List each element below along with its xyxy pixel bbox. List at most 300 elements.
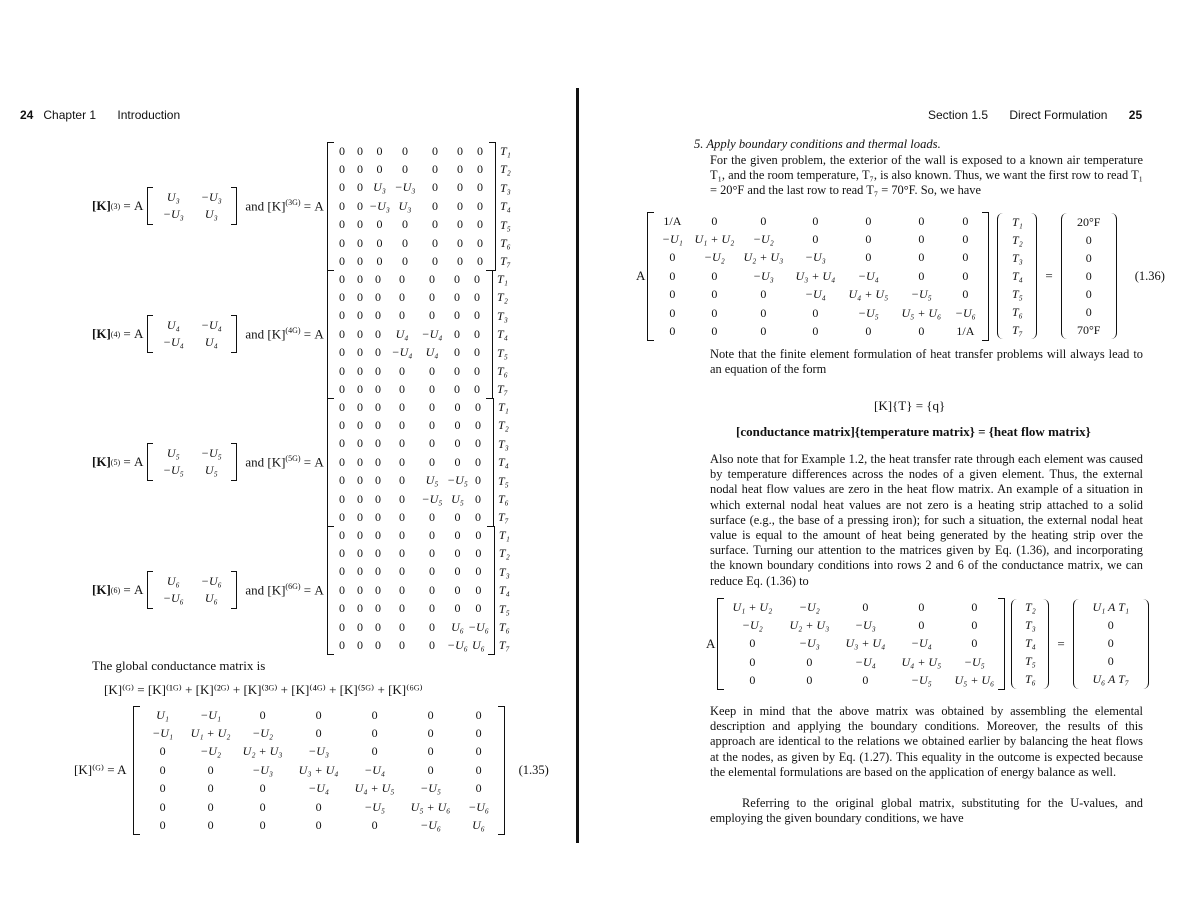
reduced-rhs-cell: 0 (1107, 636, 1114, 651)
small-matrix-cell: U₄ (204, 335, 218, 350)
expanded-matrix-cell: 0 (339, 217, 346, 232)
t-vector-entry: T₂ (497, 418, 509, 433)
bc-matrix-cell: −U₁ (661, 232, 683, 247)
reduced-matrix-cell: −U₂ (798, 599, 820, 614)
connector-superscript: (4G) (285, 326, 301, 336)
element-small-matrix (147, 187, 237, 225)
expanded-matrix-cell: 0 (454, 436, 461, 451)
expanded-matrix-cell: 0 (474, 436, 481, 451)
expanded-matrix-cell: 0 (474, 290, 481, 305)
t-vector-entry: T₄ (497, 455, 509, 470)
global-matrix-cell: 0 (475, 744, 482, 759)
bc-matrix-cell: U₅ + U₆ (901, 305, 942, 320)
global-matrix-cell: 0 (315, 799, 322, 814)
global-matrix-cell: −U₅ (420, 781, 442, 796)
expanded-matrix-cell: 0 (401, 217, 408, 232)
reduced-matrix-cell: 0 (918, 599, 925, 614)
element-matrix-equation (92, 270, 508, 399)
reduced-t-row (1018, 653, 1042, 671)
element-connector (245, 582, 327, 598)
expanded-matrix-cell: 0 (454, 546, 461, 561)
expanded-matrix-cell: 0 (399, 510, 406, 525)
expanded-matrix-cell: 0 (339, 510, 346, 525)
expanded-matrix-cell: 0 (454, 399, 461, 414)
bc-matrix-cell: 0 (760, 324, 767, 339)
expanded-matrix-cell: 0 (429, 601, 436, 616)
expanded-matrix-cell: 0 (376, 143, 383, 158)
reduced-matrix-cell: 0 (862, 599, 869, 614)
reduced-rhs-row (1080, 671, 1142, 689)
global-matrix-cell: 0 (315, 818, 322, 833)
bc-matrix-row (653, 230, 983, 248)
expanded-matrix-cell: 0 (399, 436, 406, 451)
reduced-t-cell: T₄ (1024, 636, 1036, 651)
element-lhs (92, 582, 143, 598)
paragraph-2: Note that the finite element formulation of heat transfer problems will always lead to an equation of the form (710, 347, 1143, 377)
expanded-matrix-cell: 0 (474, 308, 481, 323)
bc-matrix-row (653, 212, 983, 230)
expanded-matrix-cell: U₃ (398, 198, 412, 213)
bc-rhs-cell: 0 (1085, 250, 1092, 265)
global-matrix-cell: 0 (371, 744, 378, 759)
expanded-matrix-cell: 0 (357, 290, 364, 305)
element-small-matrix (147, 571, 237, 609)
element-label: [K] (92, 326, 111, 342)
expanded-matrix-cell: 0 (357, 254, 364, 269)
reduced-matrix-row (723, 616, 999, 634)
expanded-matrix-row (333, 380, 487, 398)
expanded-matrix-cell: 0 (476, 198, 483, 213)
expanded-matrix-cell: 0 (375, 363, 382, 378)
expanded-matrix-cell: 0 (357, 345, 364, 360)
element-lhs (92, 454, 143, 470)
element-matrix-equation (92, 142, 511, 271)
paragraph-3: Also note that for Example 1.2, the heat transfer rate through each element was caused by temperature differences across the nodes of a given element. Thus, the external nodal heat flow values are zero in the heat flow matrix. An example of a situation in which external nodal heat values are not zero is a heating strip attached to a solid surface (e.g., the base of a pressing iron); for such a situation, the external nodal heat value is equal to the amount of heat being generated by the heating strip over the surface. Turning our attention to the matrices given by Eq. (1.36), and incorporating the known boundary conditions into rows 2 and 6 of the conductance matrix, we can reduce Eq. (1.36) to (710, 452, 1143, 588)
element-matrix-equation (92, 526, 510, 655)
expanded-matrix-cell: 0 (375, 308, 382, 323)
connector-text: and [K] (245, 582, 286, 598)
global-matrix-cell: −U₃ (252, 762, 274, 777)
t-vector-entry: T₄ (498, 583, 510, 598)
small-matrix-cell: U₅ (166, 446, 180, 461)
global-matrix-cell: 0 (475, 726, 482, 741)
expanded-matrix-cell: 0 (357, 619, 364, 634)
expanded-matrix-cell: 0 (456, 235, 463, 250)
t-vector-entry: T₆ (497, 491, 509, 506)
bc-matrix-cell: 0 (711, 287, 718, 302)
eq-number-1-36: (1.36) (1134, 268, 1165, 283)
expanded-matrix-cell: 0 (339, 582, 346, 597)
small-matrix-cell: −U₆ (162, 591, 184, 606)
t-vector (498, 398, 509, 527)
element-label: [K] (92, 582, 111, 598)
element-superscript: (3) (110, 201, 121, 211)
expanded-element-matrix (327, 526, 495, 655)
t-vector-entry: T₆ (499, 235, 511, 250)
global-matrix-cell: −U₅ (364, 799, 386, 814)
bc-rhs-cell: 20°F (1076, 214, 1101, 229)
expanded-matrix-row (333, 325, 487, 343)
global-matrix-cell: 0 (371, 818, 378, 833)
global-matrix-cell: −U₁ (152, 726, 174, 741)
expanded-matrix-row (333, 307, 487, 325)
bc-rhs-cell: 70°F (1076, 322, 1101, 337)
expanded-matrix-row (333, 416, 488, 434)
reduced-matrix-row (723, 635, 999, 653)
expanded-matrix-cell: 0 (475, 582, 482, 597)
bc-matrix-cell: 0 (812, 213, 819, 228)
expanded-matrix-cell: 0 (357, 326, 364, 341)
expanded-matrix-cell: 0 (357, 436, 364, 451)
paragraph-4: Keep in mind that the above matrix was obtained by assembling the elemental description and applying the boundary conditions. Moreover, the results of this approach are identical to the relations we obtained earlier by balancing the heat flows at the nodes, as given by Eq. (1.27). This equality in the outcome is expected because the elemental formulations are based on the application of energy balance as well. (710, 704, 1143, 779)
expanded-matrix-cell: 0 (375, 436, 382, 451)
reduced-rhs-row (1080, 653, 1142, 671)
global-matrix-equation (74, 706, 549, 835)
expanded-matrix-cell: 0 (474, 382, 481, 397)
expanded-matrix-cell: 0 (429, 619, 436, 634)
global-matrix-cell: 0 (259, 818, 266, 833)
expanded-matrix-cell: 0 (474, 491, 481, 506)
expanded-matrix-cell: 0 (454, 345, 461, 360)
reduced-rhs-cell: 0 (1107, 618, 1114, 633)
expanded-matrix-cell: 0 (339, 162, 346, 177)
bc-matrix-cell: −U₆ (954, 305, 976, 320)
element-equals: = A (120, 582, 144, 598)
small-matrix-row (154, 462, 230, 479)
expanded-matrix-cell: 0 (357, 582, 364, 597)
bc-rhs-cell: 0 (1085, 286, 1092, 301)
bc-matrix-cell: −U₃ (804, 250, 826, 265)
global-matrix-cell: 0 (207, 781, 214, 796)
expanded-matrix-cell: 0 (429, 418, 436, 433)
global-matrix-cell: 0 (427, 707, 434, 722)
expanded-matrix-cell: 0 (474, 345, 481, 360)
reduced-matrix-row (723, 672, 999, 690)
bc-matrix-cell: −U₅ (857, 305, 879, 320)
expanded-matrix-cell: 0 (476, 235, 483, 250)
connector-equals: = A (300, 454, 328, 470)
small-matrix-row (154, 590, 230, 607)
expanded-matrix-cell: 0 (476, 254, 483, 269)
global-matrix-cell: 0 (159, 818, 166, 833)
global-matrix-row (139, 780, 499, 798)
expanded-matrix-cell: 0 (375, 399, 382, 414)
expanded-matrix-cell: 0 (399, 382, 406, 397)
bc-matrix-cell: −U₃ (752, 268, 774, 283)
expanded-matrix-cell: 0 (357, 510, 364, 525)
global-matrix-cell: U₃ + U₄ (298, 762, 339, 777)
bc-rhs-cell: 0 (1085, 268, 1092, 283)
expanded-matrix-cell: 0 (399, 290, 406, 305)
global-matrix-cell: U₆ (472, 818, 485, 833)
expanded-matrix-row (333, 234, 490, 252)
expanded-matrix-cell: 0 (454, 527, 461, 542)
global-matrix-cell: −U₄ (308, 781, 330, 796)
expanded-matrix-row (333, 252, 490, 270)
t-vector-entry: T₁ (498, 528, 510, 542)
bc-t-row (1004, 303, 1030, 321)
global-matrix-row (139, 724, 499, 742)
reduced-rhs-cell: 0 (1107, 654, 1114, 669)
reduced-matrix-cell: −U₂ (741, 618, 763, 633)
t-vector-entry: T₄ (497, 327, 508, 342)
global-matrix-cell: 0 (475, 707, 482, 722)
expanded-matrix-cell: 0 (456, 162, 463, 177)
expanded-matrix-cell: 0 (375, 601, 382, 616)
expanded-matrix-cell: 0 (474, 271, 481, 286)
reduced-rhs-row (1080, 617, 1142, 635)
expanded-matrix-cell: 0 (429, 582, 436, 597)
right-running-header (928, 108, 1142, 122)
expanded-matrix-cell: 0 (429, 271, 436, 286)
t-vector-entry: T₃ (497, 436, 509, 451)
expanded-matrix-cell: 0 (376, 235, 383, 250)
reduced-matrix-cell: −U₃ (854, 618, 876, 633)
t-vector (497, 270, 508, 399)
bc-matrix-cell: 0 (711, 213, 718, 228)
global-matrix-cell: 0 (315, 707, 322, 722)
bc-matrix-cell: 0 (711, 305, 718, 320)
expanded-matrix-cell: 0 (357, 308, 364, 323)
expanded-matrix-cell: 0 (429, 510, 436, 525)
small-matrix-row (154, 317, 230, 334)
expanded-matrix-cell: 0 (339, 527, 346, 542)
connector-equals: = A (300, 582, 328, 598)
element-connector (245, 454, 327, 470)
expanded-matrix-row (333, 398, 488, 416)
bc-matrix-row (653, 304, 983, 322)
section-label: Section 1.5 (928, 108, 989, 122)
expanded-matrix-row (333, 344, 487, 362)
bc-matrix-cell: 0 (760, 305, 767, 320)
expanded-matrix-cell: 0 (339, 601, 346, 616)
expanded-matrix-cell: 0 (357, 217, 364, 232)
expanded-matrix-cell: 0 (474, 326, 481, 341)
bc-matrix-cell: 0 (918, 268, 925, 283)
reduced-matrix-cell: −U₅ (963, 654, 985, 669)
element-matrix-equation (92, 398, 509, 527)
expanded-matrix-cell: −U₆ (467, 619, 489, 634)
expanded-matrix-cell: 0 (399, 418, 406, 433)
bc-rhs-cell: 0 (1085, 304, 1092, 319)
expanded-matrix-cell: 0 (357, 271, 364, 286)
expanded-matrix-cell: 0 (357, 564, 364, 579)
connector-superscript: (5G) (285, 454, 301, 464)
global-matrix-cell: 0 (159, 744, 166, 759)
expanded-matrix-cell: 0 (376, 217, 383, 232)
bc-rhs-row (1068, 303, 1110, 321)
bc-rhs-row (1068, 267, 1110, 285)
small-matrix-cell: U₄ (166, 318, 180, 333)
bc-matrix-cell: 1/A (663, 213, 682, 228)
t-vector-entry: T₄ (499, 199, 511, 214)
t-vector-entry: T₅ (497, 473, 509, 488)
connector-text: and [K] (245, 198, 286, 214)
expanded-matrix-cell: 0 (454, 271, 461, 286)
expanded-matrix-cell: 0 (431, 180, 438, 195)
bc-matrix-cell: 0 (918, 324, 925, 339)
expanded-matrix-cell: 0 (454, 363, 461, 378)
expanded-matrix-cell: 0 (454, 418, 461, 433)
t-vector-entry: T₇ (497, 510, 509, 525)
expanded-matrix-cell: 0 (357, 473, 364, 488)
bc-matrix-cell: U₂ + U₃ (743, 250, 784, 265)
expanded-matrix-cell: 0 (375, 382, 382, 397)
expanded-matrix-row (333, 563, 489, 581)
reduced-matrix-cell: U₃ + U₄ (845, 636, 886, 651)
reduced-a-label: A (706, 635, 716, 651)
reduced-matrix-cell: 0 (971, 599, 978, 614)
bc-matrix-cell: 0 (918, 250, 925, 265)
bc-rhs-row (1068, 249, 1110, 267)
expanded-matrix-cell: 0 (375, 619, 382, 634)
element-small-matrix (147, 443, 237, 481)
global-matrix-row (139, 798, 499, 816)
reduced-t-row (1018, 617, 1042, 635)
reduced-rhs-vector (1073, 599, 1149, 689)
expanded-matrix-cell: 0 (399, 271, 406, 286)
small-matrix-row (154, 334, 230, 351)
global-matrix-row (139, 743, 499, 761)
expanded-matrix-cell: 0 (431, 217, 438, 232)
reduced-matrix-cell: 0 (806, 673, 813, 688)
form-equation: [K]{T} = {q} (874, 398, 946, 413)
small-matrix-row (154, 206, 230, 223)
expanded-matrix-cell: 0 (339, 345, 346, 360)
expanded-matrix-cell: −U₃ (369, 198, 390, 213)
expanded-matrix-cell: 0 (429, 546, 436, 561)
global-matrix-cell: −U₁ (200, 707, 222, 722)
expanded-matrix-cell: 0 (339, 619, 346, 634)
global-matrix-cell: 0 (427, 744, 434, 759)
expanded-matrix-cell: 0 (399, 582, 406, 597)
expanded-matrix-cell: 0 (357, 454, 364, 469)
connector-superscript: (3G) (285, 198, 301, 208)
global-matrix-cell: 0 (371, 726, 378, 741)
expanded-matrix-cell: 0 (456, 254, 463, 269)
t-vector-entry: T₇ (498, 638, 510, 653)
bc-t-cell: T₁ (1011, 214, 1023, 229)
expanded-matrix-cell: 0 (454, 601, 461, 616)
expanded-matrix-cell: 0 (357, 399, 364, 414)
reduced-matrix-cell: −U₃ (798, 636, 820, 651)
expanded-matrix-row (333, 472, 488, 490)
expanded-matrix-cell: 0 (399, 308, 406, 323)
expanded-matrix-cell: 0 (429, 436, 436, 451)
global-matrix-cell: 0 (475, 781, 482, 796)
expanded-matrix-cell: 0 (339, 418, 346, 433)
expanded-matrix-cell: 0 (454, 382, 461, 397)
bc-t-cell: T₆ (1011, 304, 1023, 319)
element-lhs (92, 326, 143, 342)
expanded-matrix-cell: 0 (339, 491, 346, 506)
expanded-matrix-cell: 0 (399, 619, 406, 634)
small-matrix-cell: −U₃ (200, 190, 222, 205)
reduced-matrix-cell: 0 (749, 654, 756, 669)
expanded-matrix-cell: 0 (454, 290, 461, 305)
left-page-number: 24 (20, 108, 34, 122)
expanded-matrix-cell: U₄ (425, 345, 439, 360)
expanded-matrix-cell: 0 (454, 582, 461, 597)
bc-t-row (1004, 249, 1030, 267)
bc-matrix-cell: 0 (760, 287, 767, 302)
expanded-matrix-cell: 0 (339, 326, 346, 341)
expanded-matrix-cell: 0 (339, 363, 346, 378)
expanded-matrix-cell: 0 (399, 638, 406, 653)
expanded-matrix-cell: 0 (357, 601, 364, 616)
reduced-t-cell: T₂ (1024, 600, 1036, 615)
expanded-matrix-cell: 0 (454, 308, 461, 323)
reduced-matrix-cell: −U₄ (854, 654, 876, 669)
bc-equals: = (1045, 268, 1053, 284)
t-vector-entry: T₇ (499, 254, 511, 269)
expanded-matrix-row (333, 435, 488, 453)
expanded-matrix-cell: 0 (357, 491, 364, 506)
global-matrix-cell: −U₃ (308, 744, 330, 759)
expanded-matrix-cell: 0 (375, 418, 382, 433)
global-matrix-cell: 0 (159, 762, 166, 777)
small-matrix-cell: U₃ (166, 190, 180, 205)
expanded-matrix-cell: 0 (339, 473, 346, 488)
expanded-matrix-cell: 0 (339, 638, 346, 653)
reduced-matrix-cell: −U₄ (910, 636, 932, 651)
expanded-matrix-cell: 0 (357, 382, 364, 397)
expanded-matrix-cell: 0 (399, 564, 406, 579)
bc-matrix-cell: U₁ + U₂ (694, 232, 735, 247)
bc-t-cell: T₃ (1011, 250, 1023, 265)
t-vector-entry: T₆ (498, 619, 510, 634)
global-matrix-cell: 0 (259, 707, 266, 722)
expanded-matrix-cell: 0 (339, 271, 346, 286)
expanded-matrix-cell: 0 (429, 363, 436, 378)
expanded-matrix-cell: U₄ (395, 326, 409, 341)
expanded-matrix-row (333, 453, 488, 471)
expanded-matrix-cell: 0 (375, 473, 382, 488)
element-label: [K] (92, 198, 111, 214)
bc-matrix-cell: 0 (812, 324, 819, 339)
expanded-matrix-cell: U₅ (451, 491, 464, 506)
expanded-element-matrix (327, 142, 496, 271)
bc-matrix-cell: 0 (962, 213, 969, 228)
expanded-matrix-cell: 0 (431, 254, 438, 269)
element-superscript: (6) (110, 585, 121, 595)
expanded-matrix-cell: 0 (401, 162, 408, 177)
expanded-matrix-cell: −U₆ (447, 638, 468, 653)
reduced-rhs-row (1080, 635, 1142, 653)
bc-rhs-cell: 0 (1085, 232, 1092, 247)
expanded-matrix-cell: 0 (376, 254, 383, 269)
t-vector-entry: T₃ (497, 308, 508, 323)
bc-matrix-cell: U₄ + U₅ (848, 287, 889, 302)
paragraph-1: For the given problem, the exterior of the wall is exposed to a known air temperature T₁, and the room temperature, T₇, is also known. Thus, we want the first row to read T₁ = 20°F and the last row to read T₇ = 70°F. So, we have (710, 153, 1143, 198)
expanded-matrix-row (333, 197, 490, 215)
element-superscript: (5) (110, 457, 121, 467)
small-matrix-cell: −U₅ (200, 446, 222, 461)
element-equals: = A (120, 326, 144, 342)
expanded-matrix-cell: 0 (431, 198, 438, 213)
reduced-t-row (1018, 671, 1042, 689)
expanded-matrix-cell: 0 (375, 271, 382, 286)
right-page-number: 25 (1128, 108, 1143, 122)
expanded-matrix-cell: U₃ (373, 180, 386, 195)
bc-matrix-cell: −U₄ (857, 268, 879, 283)
expanded-matrix-cell: 0 (375, 290, 382, 305)
bc-rhs-row (1068, 285, 1110, 303)
bc-matrix-cell: 0 (962, 250, 969, 265)
bc-t-vector (997, 213, 1037, 339)
bc-rhs-row (1068, 231, 1110, 249)
bc-matrix-cell: 0 (711, 268, 718, 283)
